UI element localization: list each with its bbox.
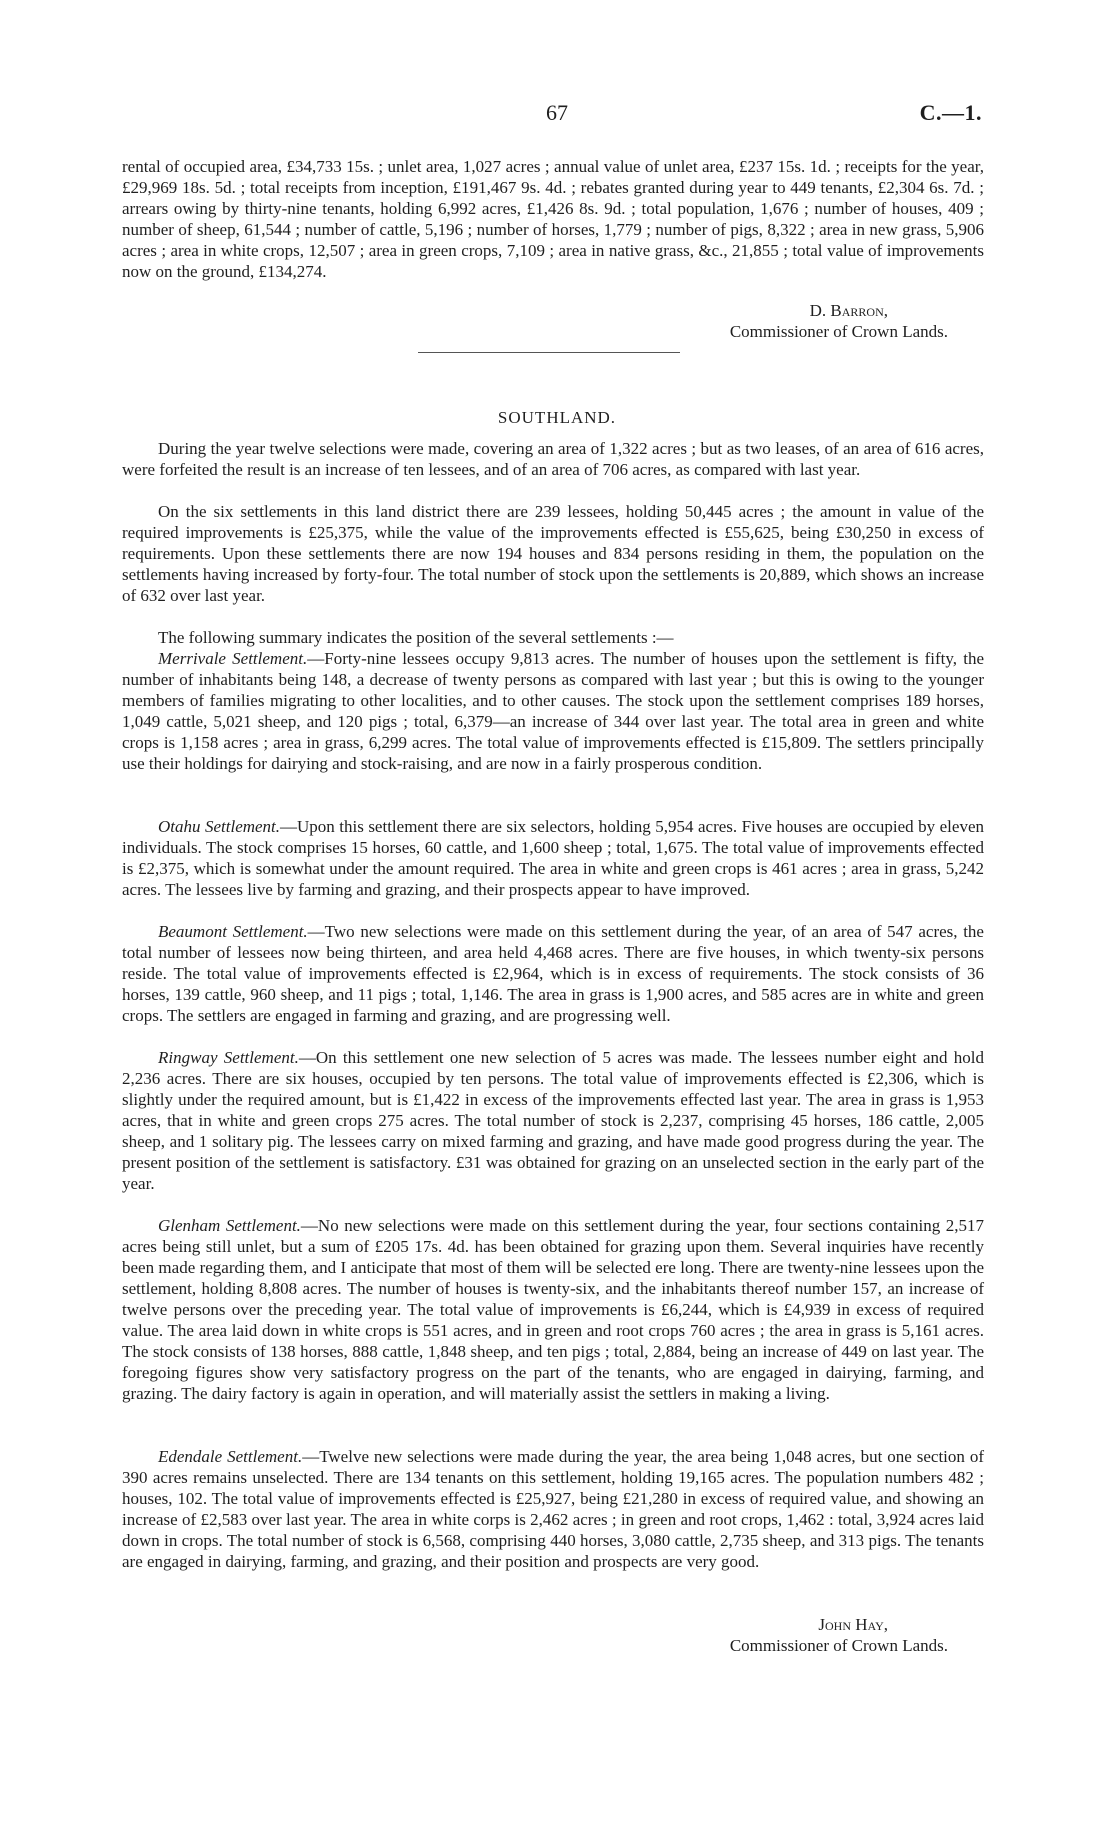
settlement-name: Otahu Settlement. bbox=[158, 817, 281, 836]
signature-name: John Hay, bbox=[818, 1615, 888, 1634]
signature-name: D. Barron, bbox=[809, 301, 888, 320]
otago-signature bbox=[730, 300, 948, 342]
settlement-name: Edendale Settlement. bbox=[158, 1447, 303, 1466]
otago-report-end-paragraph: rental of occupied area, £34,733 15s. ; unlet area, 1,027 acres ; annual value of unlet area, £237 15s. 1d. ; receipts for the year, £29,969 18s. 5d. ; total receipts from inception, £191,467 9s. 4d. ; rebates granted during year to 449 tenants, £2,304 6s. 7d. ; arrears owing by thirty-nine tenants, holding 6,992 acres, £1,426 8s. 9d. ; total population, 1,676 ; number of houses, 409 ; number of sheep, 61,544 ; number of cattle, 5,196 ; number of horses, 1,779 ; number of pigs, 8,322 ; area in new grass, 5,906 acres ; area in white crops, 12,507 ; area in green crops, 7,109 ; area in native grass, &c., 21,855 ; total value of improvements now on the ground, £134,274. bbox=[122, 157, 984, 281]
section-heading: SOUTHLAND. bbox=[497, 408, 617, 427]
section-divider bbox=[418, 352, 680, 353]
settlement-text: —Forty-nine lessees occupy 9,813 acres. The number of houses upon the settlement is fifty, the number of inhabitants being 148, a decrease of twenty persons as compared with last year ; but this is owing to the younger members of families migrating to other localities, and to other causes. The stock upon the settlement comprises 189 horses, 1,049 cattle, 5,021 sheep, and 120 pigs ; total, 6,379—an increase of 344 over last year. The total area in green and white crops is 1,158 acres ; area in grass, 6,299 acres. The total value of improvements effected is £15,809. The settlers principally use their holdings for dairying and stock-raising, and are now in a fairly prosperous condition. bbox=[122, 649, 985, 773]
southland-signature bbox=[730, 1614, 948, 1656]
signature-title: Commissioner of Crown Lands. bbox=[729, 1636, 948, 1655]
settlement-paragraph bbox=[122, 1215, 984, 1404]
signature-title: Commissioner of Crown Lands. bbox=[729, 322, 948, 341]
settlement-text: —Twelve new selections were made during the year, the area being 1,048 acres, but one section of 390 acres remains unselected. There are 134 tenants on this settlement, holding 19,165 acres. The population numbers 482 ; houses, 102. The total value of improvements effected is £25,927, being £21,280 in excess of required value, and showing an increase of £2,583 over last year. The area in white corps is 2,462 acres ; in green and root crops, 1,462 : total, 3,924 acres laid down in crops. The total number of stock is 6,568, comprising 440 horses, 3,080 cattle, 2,735 sheep, and 313 pigs. The tenants are engaged in dairying, farming, and grazing, and their position and prospects are very good. bbox=[122, 1447, 984, 1571]
document-reference: C.—1. bbox=[919, 100, 982, 125]
settlement-paragraph bbox=[122, 921, 984, 1026]
settlement-text: —On this settlement one new selection of 5 acres was made. The lessees number eight and hold 2,236 acres. There are six houses, occupied by ten persons. The total value of improvements effected is £2,306, which is slightly under the required amount, but is £1,422 in excess of the improvements effected last year. The area in grass is 1,953 acres, that in white and green crops 275 acres. The total number of stock is 2,237, comprising 45 horses, 186 cattle, 2,005 sheep, and 1 solitary pig. The lessees carry on mixed farming and grazing, and have made good progress during the year. The present position of the settlement is satisfactory. £31 was obtained for grazing on an unselected section in the early part of the year. bbox=[122, 1048, 984, 1193]
intro-paragraph-2: On the six settlements in this land district there are 239 lessees, holding 50,445 acres ; the amount in value of the required improvements is £25,375, while the value of the improvements effected is £55,625, being £30,250 in excess of requirements. Upon these settlements there are now 194 houses and 834 persons residing in them, the population on the settlements having increased by forty-four. The total number of stock upon the settlements is 20,889, which shows an increase of 632 over last year. bbox=[122, 502, 984, 605]
settlement-paragraph bbox=[122, 1047, 984, 1194]
settlement-paragraph bbox=[122, 1446, 984, 1572]
settlement-paragraph bbox=[122, 816, 984, 900]
settlement-text: —Two new selections were made on this settlement during the year, of an area of 547 acres, the total number of lessees now being thirteen, and area held 4,468 acres. There are five houses, in which twenty-six persons reside. The total value of improvements effected is £2,964, which is in excess of requirements. The stock consists of 36 horses, 139 cattle, 960 sheep, and 11 pigs ; total, 1,146. The area in grass is 1,900 acres, and 585 acres are in white and green crops. The settlers are engaged in farming and grazing, and are progressing well. bbox=[122, 922, 984, 1025]
settlement-name: Merrivale Settlement. bbox=[158, 649, 308, 668]
settlement-text: —No new selections were made on this settlement during the year, four sections containing 2,517 acres being still unlet, but a sum of £205 17s. 4d. has been obtained for grazing upon them. Several inquiries have recently been made regarding them, and I anticipate that most of them will be selected ere long. There are twenty-nine lessees upon the settlement, holding 8,808 acres. The number of houses is twenty-six, and the inhabitants thereof number 157, an increase of twelve persons over the preceding year. The total value of improvements is £6,244, which is £4,939 in excess of required value. The area laid down in white crops is 551 acres, and in green and root crops 760 acres ; the area in grass is 5,161 acres. The stock consists of 138 horses, 888 cattle, 1,848 sheep, and ten pigs ; total, 2,884, being an increase of 449 on last year. The foregoing figures show very satisfactory progress on the part of the tenants, who are engaged in dairying, farming, and grazing. The dairy factory is again in operation, and will materially assist the settlers in making a living. bbox=[122, 1216, 984, 1403]
settlement-name: Glenham Settlement. bbox=[158, 1216, 301, 1235]
settlement-paragraph bbox=[122, 648, 984, 774]
intro-paragraph-1: During the year twelve selections were made, covering an area of 1,322 acres ; but as two leases, of an area of 616 acres, were forfeited the result is an increase of ten lessees, and of an area of 706 acres, as compared with last year. bbox=[122, 439, 984, 479]
settlement-name: Ringway Settlement. bbox=[158, 1048, 299, 1067]
settlement-text: —Upon this settlement there are six selectors, holding 5,954 acres. Five houses are occupied by eleven individuals. The stock comprises 15 horses, 60 cattle, and 1,600 sheep ; total, 1,675. The total value of improvements effected is £2,375, which is somewhat under the amount required. The area in white and green crops is 461 acres ; area in grass, 5,242 acres. The lessees live by farming and grazing, and their prospects appear to have improved. bbox=[122, 817, 984, 899]
intro-paragraph-3: The following summary indicates the position of the several settlements :— bbox=[158, 628, 674, 647]
page-number: 67 bbox=[546, 100, 568, 125]
settlement-name: Beaumont Settlement. bbox=[158, 922, 308, 941]
